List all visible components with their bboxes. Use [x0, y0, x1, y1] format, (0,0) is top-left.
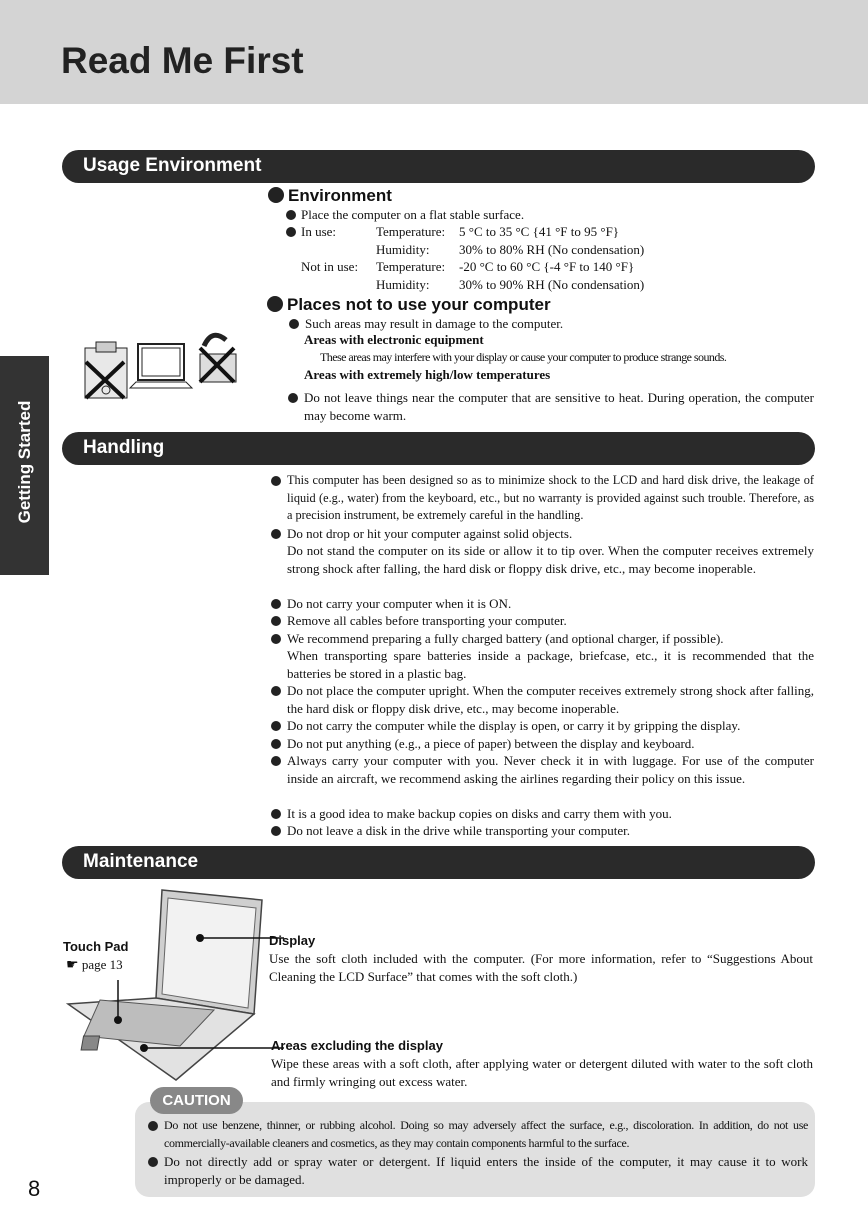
section-heading: Maintenance [83, 851, 199, 872]
handling-item: This computer has been designed so as to minimize shock to the LCD and hard disk drive, the leakage of liquid (e.g., water) from the keyboard, etc., but no warranty is provided against such trouble. Therefore, as a precision instrument, be extremely careful in the handling. [287, 473, 814, 522]
bullet-icon [286, 227, 296, 237]
handling-item: Do not carry the computer while the display is open, or carry it by gripping the display. [287, 718, 741, 733]
environment-heading-text: Environment [288, 186, 392, 205]
side-tab-label: Getting Started [15, 400, 34, 524]
not-in-use-temperature: -20 °C to 60 °C {-4 °F to 140 °F} [459, 259, 635, 274]
laptop-illustration [64, 886, 284, 1082]
page-title: Read Me First [61, 40, 304, 81]
humidity-label: Humidity: [376, 242, 430, 257]
handling-item: It is a good idea to make backup copies on disks and carry them with you. [287, 806, 672, 821]
bullet-icon [267, 296, 283, 312]
bullet-icon [271, 756, 281, 766]
display-heading: Display [269, 933, 316, 948]
in-use-label: In use: [301, 224, 337, 239]
section-heading: Handling [83, 437, 165, 458]
handling-item: Do not leave a disk in the drive while transporting your computer. [287, 823, 630, 838]
page-number: 8 [28, 1176, 41, 1201]
display-text: Use the soft cloth included with the computer. (For more information, refer to “Suggestions About Cleaning the LCD Surface” that comes with the soft cloth.) [269, 951, 813, 984]
handling-item: Do not drop or hit your computer against solid objects. [287, 526, 573, 541]
handling-item: We recommend preparing a fully charged battery (and optional charger, if possible). [287, 631, 724, 646]
bullet-icon [271, 686, 281, 696]
temperature-label: Temperature: [376, 259, 446, 274]
not-in-use-humidity: 30% to 90% RH (No condensation) [459, 277, 645, 292]
bullet-icon [271, 476, 281, 486]
section-maintenance [62, 846, 815, 879]
environment-heading [268, 186, 392, 206]
in-use-temperature: 5 °C to 35 °C {41 °F to 95 °F} [459, 224, 620, 239]
caution-item: Do not directly add or spray water or detergent. If liquid enters the inside of the computer, it may cause it to work improperly or be damaged. [164, 1154, 808, 1187]
bullet-icon [288, 393, 298, 403]
handling-item: Do not stand the computer on its side or allow it to tip over. When the computer receives extremely strong shock after falling, the hard disk or floppy disk drive, etc., may become inoperable. [287, 543, 814, 576]
handling-item: Always carry your computer with you. Never check it in with luggage. For use of the computer inside an aircraft, we recommend asking the airlines regarding their policy on this issue. [287, 753, 814, 786]
electronic-equipment-text: These areas may interfere with your display or cause your computer to produce strange sounds. [320, 350, 727, 364]
places-bullet-heat: Do not leave things near the computer that are sensitive to heat. During operation, the computer may become warm. [304, 390, 814, 423]
touch-pad-ref[interactable] [66, 956, 123, 975]
places-illustration [82, 326, 242, 402]
bullet-icon [271, 809, 281, 819]
touch-pad-label: Touch Pad [63, 939, 129, 954]
areas-excluding-display-text: Wipe these areas with a soft cloth, after applying water or detergent diluted with water to the soft cloth and firmly wringing out excess water. [271, 1056, 813, 1089]
bullet-icon [271, 826, 281, 836]
handling-item: Do not carry your computer when it is ON. [287, 596, 512, 611]
areas-excluding-display-heading: Areas excluding the display [271, 1038, 443, 1053]
bullet-icon [271, 529, 281, 539]
bullet-icon [289, 319, 299, 329]
bullet-icon [271, 634, 281, 644]
places-bullet-damage: Such areas may result in damage to the computer. [305, 316, 564, 331]
handling-item: When transporting spare batteries inside a package, briefcase, etc., it is recommended that the batteries be stored in a plastic bag. [287, 648, 814, 681]
bullet-icon [271, 599, 281, 609]
temperature-label: Temperature: [376, 224, 446, 239]
bullet-icon [271, 721, 281, 731]
handling-item: Do not put anything (e.g., a piece of paper) between the display and keyboard. [287, 736, 695, 751]
in-use-humidity: 30% to 80% RH (No condensation) [459, 242, 645, 257]
bullet-icon [286, 210, 296, 220]
section-handling [62, 432, 815, 465]
laptop-icon [130, 344, 192, 388]
no-microwave-icon [85, 342, 127, 398]
electronic-equipment-heading: Areas with electronic equipment [304, 332, 484, 347]
bullet-icon [268, 187, 284, 203]
no-magnet-icon [200, 335, 236, 382]
bullet-icon [148, 1121, 158, 1131]
bullet-icon [148, 1157, 158, 1167]
places-heading-text: Places not to use your computer [287, 295, 551, 314]
caution-badge: CAUTION [150, 1087, 243, 1114]
pointing-hand-icon: ☛ [66, 958, 79, 973]
caution-item: Do not use benzene, thinner, or rubbing alcohol. Doing so may adversely affect the surface, e.g., discoloration. In addition, do not use commercially-available cleaners and cosmetics, as they may contain components harmful to the surface. [164, 1118, 808, 1150]
section-usage-environment [62, 150, 815, 183]
humidity-label: Humidity: [376, 277, 430, 292]
handling-item: Do not place the computer upright. When the computer receives extremely strong shock after falling, the hard disk or floppy disk drive, etc., may become inoperable. [287, 683, 814, 716]
bullet-icon [271, 616, 281, 626]
not-in-use-label: Not in use: [301, 259, 359, 274]
handling-item: Remove all cables before transporting your computer. [287, 613, 567, 628]
places-heading [267, 295, 551, 315]
section-heading: Usage Environment [83, 155, 262, 176]
bullet-icon [271, 739, 281, 749]
env-bullet-flat-surface: Place the computer on a flat stable surface. [301, 207, 525, 222]
touch-pad-ref-text: page 13 [81, 957, 123, 972]
high-low-temp-heading: Areas with extremely high/low temperatures [304, 367, 551, 382]
